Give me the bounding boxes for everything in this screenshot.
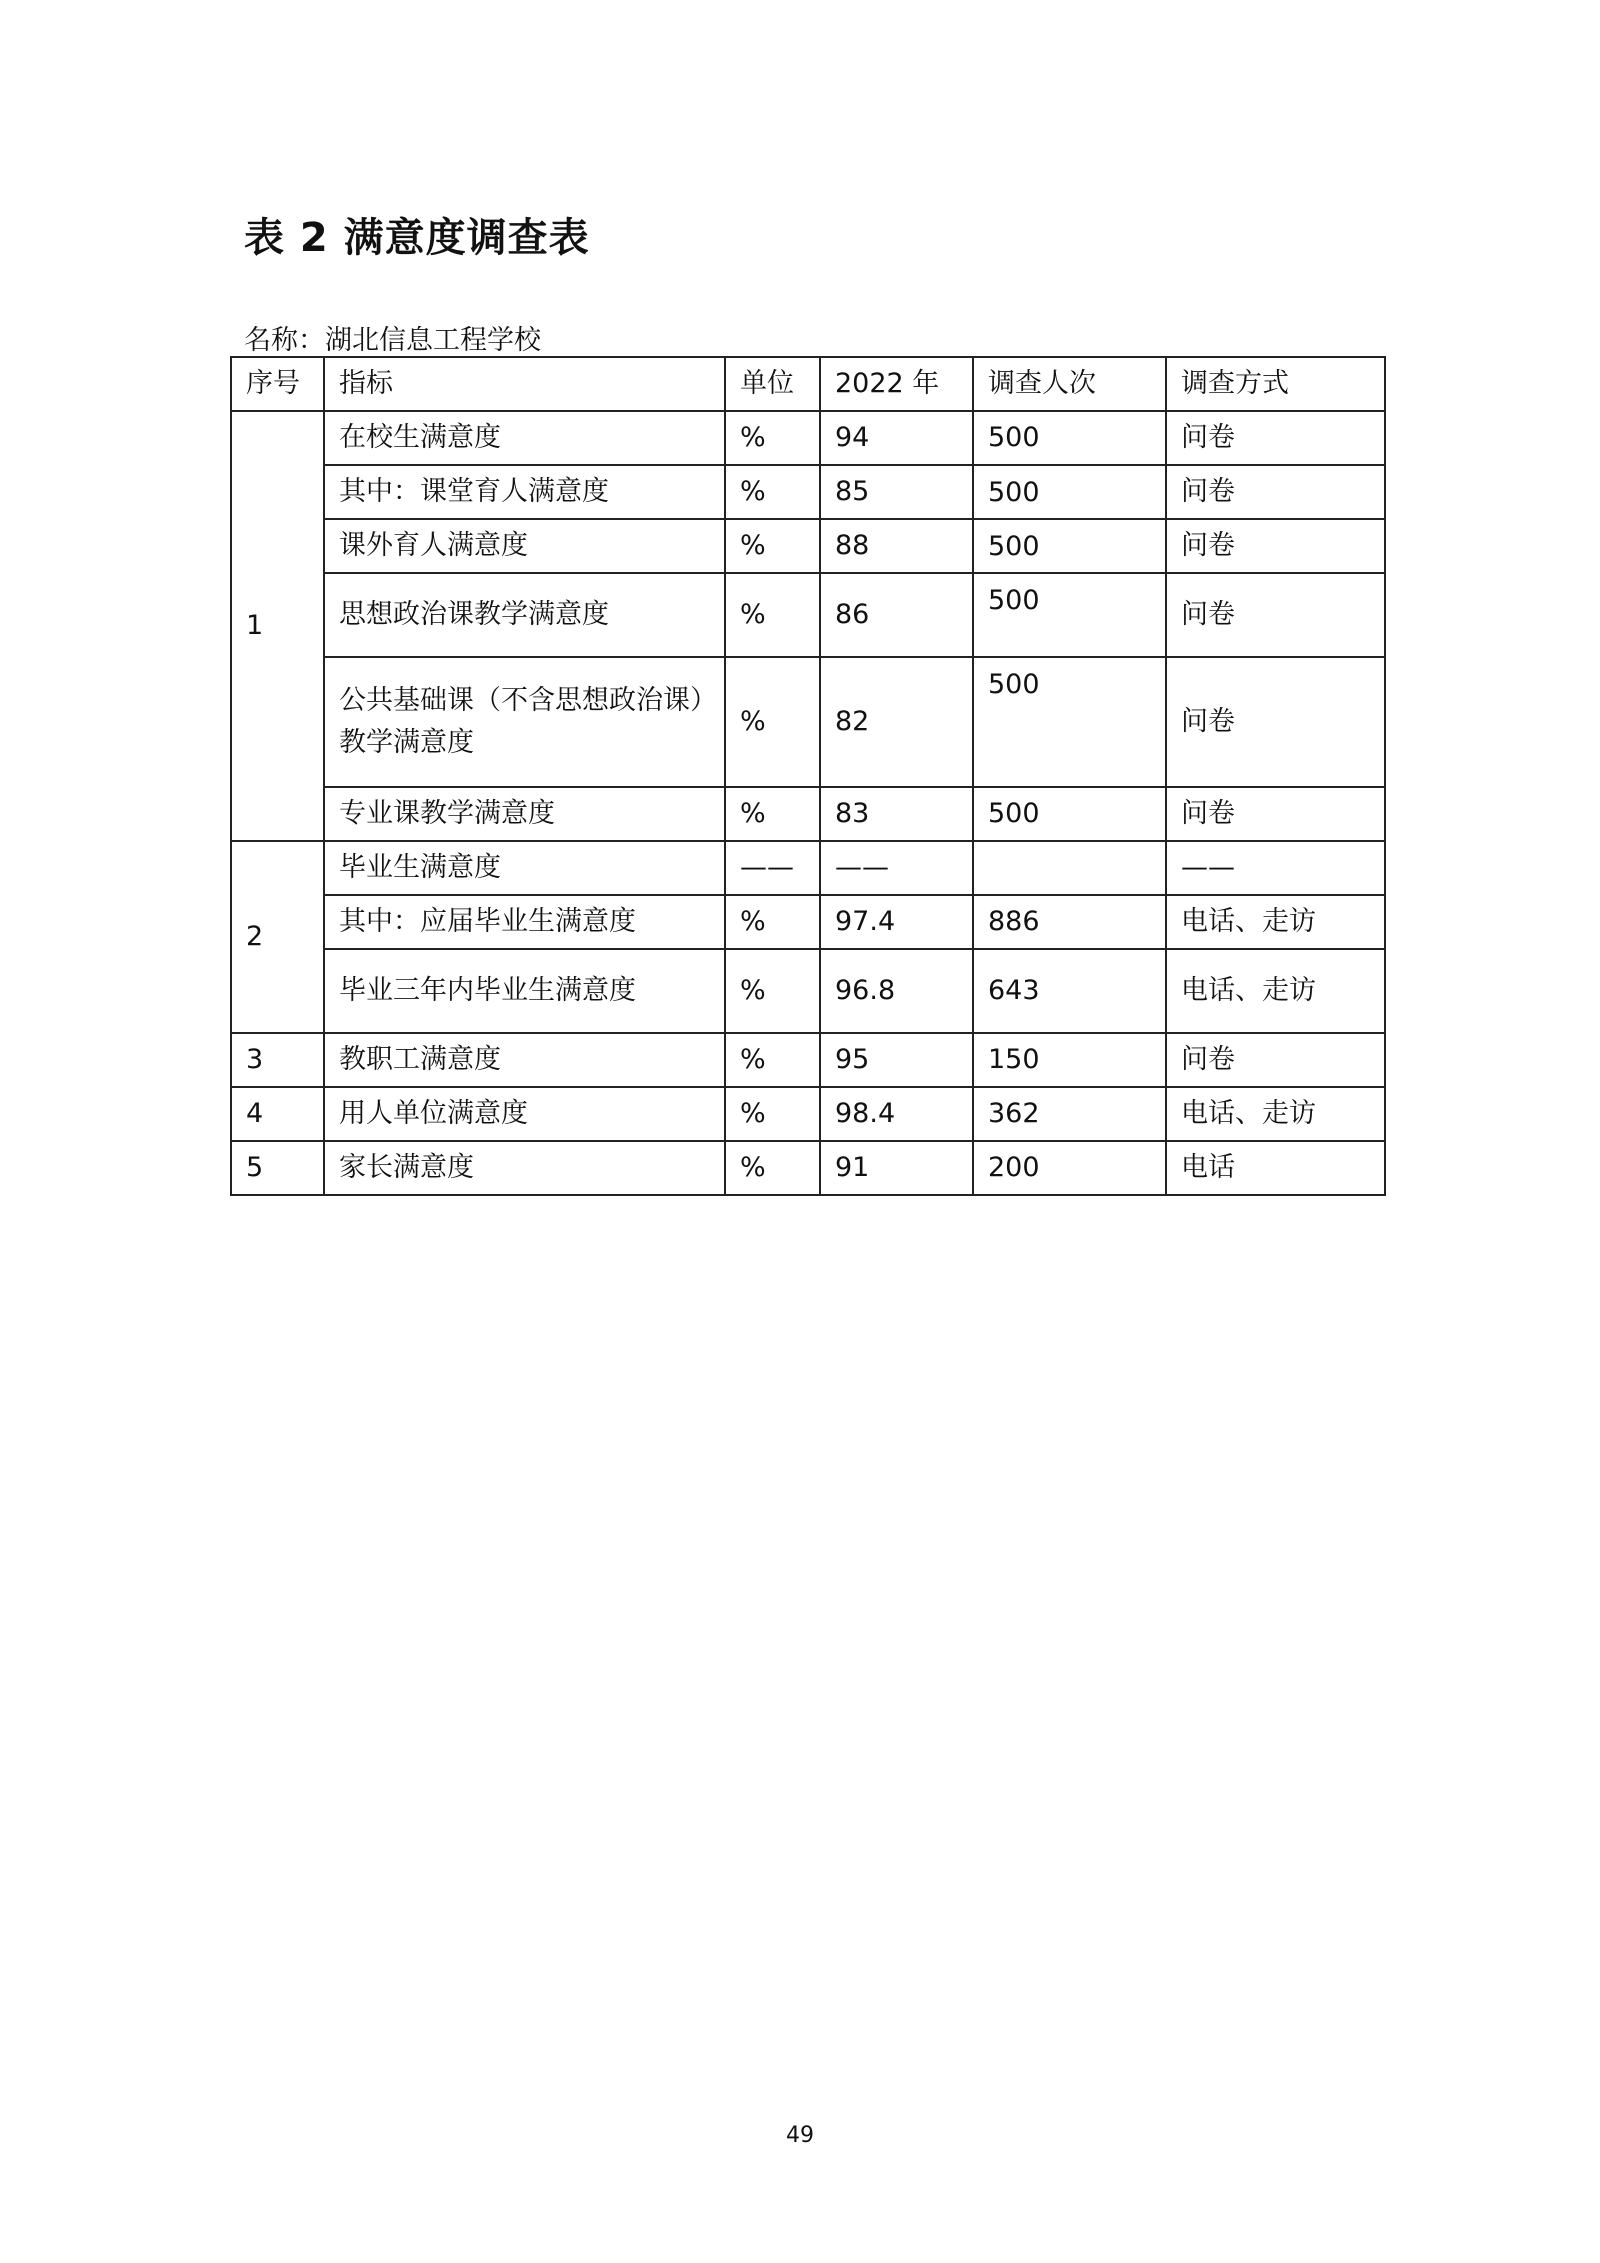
header-count: 调查人次 <box>973 357 1166 411</box>
table-row <box>231 573 1385 657</box>
table-row <box>231 1087 1385 1141</box>
indicator-cell: 在校生满意度 <box>324 411 725 465</box>
indicator-cell: 课外育人满意度 <box>324 519 725 573</box>
table-row <box>231 841 1385 895</box>
count-cell: 886 <box>973 895 1166 949</box>
count-cell: 362 <box>973 1087 1166 1141</box>
value-cell: 86 <box>820 573 973 657</box>
table-row <box>231 895 1385 949</box>
count-cell: 500 <box>973 465 1166 519</box>
unit-cell: % <box>725 787 820 841</box>
table-row <box>231 465 1385 519</box>
unit-cell: % <box>725 519 820 573</box>
unit-cell: % <box>725 411 820 465</box>
page-title: 表 2 满意度调查表 <box>244 215 590 261</box>
table-row <box>231 787 1385 841</box>
satisfaction-table <box>230 356 1386 1196</box>
value-cell: 88 <box>820 519 973 573</box>
table-row <box>231 411 1385 465</box>
count-cell: 643 <box>973 949 1166 1033</box>
value-cell: 94 <box>820 411 973 465</box>
table-row <box>231 1033 1385 1087</box>
header-year: 2022 年 <box>820 357 973 411</box>
seq-cell: 2 <box>231 841 324 1033</box>
method-cell: 电话、走访 <box>1166 1087 1385 1141</box>
value-cell: 82 <box>820 657 973 787</box>
indicator-cell: 思想政治课教学满意度 <box>324 573 725 657</box>
indicator-cell: 用人单位满意度 <box>324 1087 725 1141</box>
indicator-cell: 其中：课堂育人满意度 <box>324 465 725 519</box>
method-cell: —— <box>1166 841 1385 895</box>
count-cell: 500 <box>973 787 1166 841</box>
value-cell: 97.4 <box>820 895 973 949</box>
indicator-cell: 毕业三年内毕业生满意度 <box>324 949 725 1033</box>
header-indicator: 指标 <box>324 357 725 411</box>
organization-label: 名称：湖北信息工程学校 <box>244 325 541 356</box>
count-cell: 500 <box>973 411 1166 465</box>
method-cell: 电话、走访 <box>1166 949 1385 1033</box>
seq-cell: 5 <box>231 1141 324 1195</box>
count-cell: 500 <box>973 573 1166 657</box>
count-cell: 150 <box>973 1033 1166 1087</box>
table-row <box>231 657 1385 787</box>
value-cell: 85 <box>820 465 973 519</box>
unit-cell: % <box>725 465 820 519</box>
method-cell: 问卷 <box>1166 573 1385 657</box>
header-seq: 序号 <box>231 357 324 411</box>
header-method: 调查方式 <box>1166 357 1385 411</box>
value-cell: 95 <box>820 1033 973 1087</box>
seq-cell: 4 <box>231 1087 324 1141</box>
method-cell: 问卷 <box>1166 465 1385 519</box>
method-cell: 问卷 <box>1166 519 1385 573</box>
indicator-cell: 毕业生满意度 <box>324 841 725 895</box>
count-cell <box>973 841 1166 895</box>
indicator-cell: 专业课教学满意度 <box>324 787 725 841</box>
method-cell: 问卷 <box>1166 1033 1385 1087</box>
indicator-cell: 家长满意度 <box>324 1141 725 1195</box>
method-cell: 问卷 <box>1166 411 1385 465</box>
indicator-cell: 公共基础课（不含思想政治课）教学满意度 <box>324 657 725 787</box>
method-cell: 问卷 <box>1166 657 1385 787</box>
page-number: 49 <box>786 2123 814 2148</box>
header-unit: 单位 <box>725 357 820 411</box>
value-cell: 96.8 <box>820 949 973 1033</box>
unit-cell: % <box>725 573 820 657</box>
value-cell: 98.4 <box>820 1087 973 1141</box>
method-cell: 问卷 <box>1166 787 1385 841</box>
value-cell: 91 <box>820 1141 973 1195</box>
value-cell: —— <box>820 841 973 895</box>
value-cell: 83 <box>820 787 973 841</box>
indicator-cell: 其中：应届毕业生满意度 <box>324 895 725 949</box>
table-row <box>231 949 1385 1033</box>
table-header-row <box>231 357 1385 411</box>
count-cell: 200 <box>973 1141 1166 1195</box>
unit-cell: % <box>725 949 820 1033</box>
indicator-cell: 教职工满意度 <box>324 1033 725 1087</box>
unit-cell: % <box>725 1141 820 1195</box>
unit-cell: —— <box>725 841 820 895</box>
unit-cell: % <box>725 1033 820 1087</box>
seq-cell: 3 <box>231 1033 324 1087</box>
unit-cell: % <box>725 895 820 949</box>
method-cell: 电话、走访 <box>1166 895 1385 949</box>
table-row <box>231 519 1385 573</box>
count-cell: 500 <box>973 519 1166 573</box>
unit-cell: % <box>725 657 820 787</box>
unit-cell: % <box>725 1087 820 1141</box>
table-row <box>231 1141 1385 1195</box>
count-cell: 500 <box>973 657 1166 787</box>
method-cell: 电话 <box>1166 1141 1385 1195</box>
seq-cell: 1 <box>231 411 324 841</box>
